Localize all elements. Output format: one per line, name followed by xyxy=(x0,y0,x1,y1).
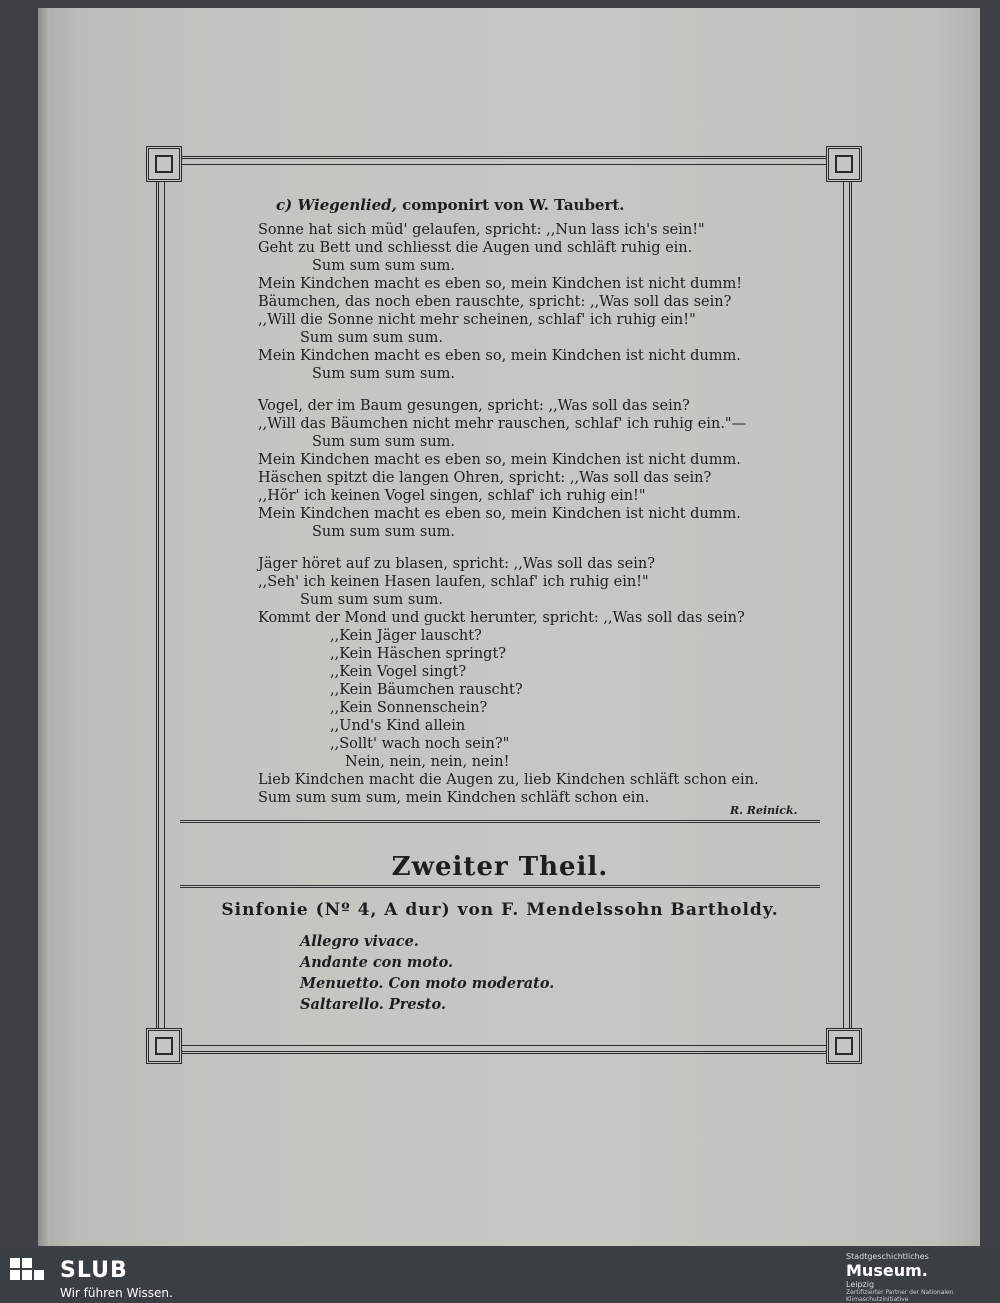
poem-title xyxy=(276,196,625,214)
poem-line: Lieb Kindchen macht die Augen zu, lieb Kindchen schläft schon ein. xyxy=(258,772,759,788)
museum-brand[interactable] xyxy=(846,1252,986,1303)
poem-line: Geht zu Bett und schliesst die Augen und schläft ruhig ein. xyxy=(258,240,693,256)
poem-line: ,,Kein Jäger lauscht? xyxy=(330,628,482,644)
poem-line: Mein Kindchen macht es eben so, mein Kindchen ist nicht dumm. xyxy=(258,452,741,468)
poem-line: ,,Hör' ich keinen Vogel singen, schlaf' ich ruhig ein!" xyxy=(258,488,646,504)
poem-line: ,,Und's Kind allein xyxy=(330,718,466,734)
poem-line: ,,Seh' ich keinen Hasen laufen, schlaf' ich ruhig ein!" xyxy=(258,574,649,590)
sinfonie-title: Sinfonie (Nº 4, A dur) von F. Mendelssohn Bartholdy. xyxy=(221,900,779,920)
museum-name: Museum. xyxy=(846,1261,928,1280)
divider xyxy=(180,885,820,888)
movement: Menuetto. Con moto moderato. xyxy=(300,975,555,992)
divider xyxy=(180,820,820,823)
poem-line: ,,Kein Häschen springt? xyxy=(330,646,507,662)
poem-line: ,,Sollt' wach noch sein?" xyxy=(330,736,510,752)
poem-line: Mein Kindchen macht es eben so, mein Kindchen ist nicht dumm. xyxy=(258,348,741,364)
poem-line: ,,Kein Sonnenschein? xyxy=(330,700,488,716)
poem-author: R. Reinick. xyxy=(730,804,798,817)
poem-line: ,,Will das Bäumchen nicht mehr rauschen, schlaf' ich ruhig ein."— xyxy=(258,416,747,432)
movement: Allegro vivace. xyxy=(300,933,419,950)
slub-tagline: Wir führen Wissen. xyxy=(60,1286,173,1300)
museum-top-text: Stadtgeschichtliches xyxy=(846,1252,929,1261)
museum-note: Zertifizierter Partner der Nationalen Klimaschutzinitiative xyxy=(846,1289,954,1303)
slub-logo-icon xyxy=(8,1256,48,1290)
movement: Saltarello. Presto. xyxy=(300,996,446,1013)
poem-line: Nein, nein, nein, nein! xyxy=(345,754,510,770)
poem-line: Mein Kindchen macht es eben so, mein Kindchen ist nicht dumm! xyxy=(258,276,743,292)
poem-line: Kommt der Mond und guckt herunter, spricht: ,,Was soll das sein? xyxy=(258,610,745,626)
poem-line: Vogel, der im Baum gesungen, spricht: ,,Was soll das sein? xyxy=(258,398,690,414)
poem-line: Häschen spitzt die langen Ohren, spricht: ,,Was soll das sein? xyxy=(258,470,712,486)
slub-name: SLUB xyxy=(60,1258,128,1283)
poem-line: Sum sum sum sum. xyxy=(300,592,444,608)
poem-line: Mein Kindchen macht es eben so, mein Kindchen ist nicht dumm. xyxy=(258,506,741,522)
footer-bar xyxy=(0,1248,1000,1303)
poem-line: Sonne hat sich müd' gelaufen, spricht: ,,Nun lass ich's sein!" xyxy=(258,222,705,238)
section-heading: Zweiter Theil. xyxy=(391,852,609,882)
poem-line: Bäumchen, das noch eben rauschte, spricht: ,,Was soll das sein? xyxy=(258,294,732,310)
poem-line: Sum sum sum sum. xyxy=(312,258,456,274)
poem-line: Sum sum sum sum, mein Kindchen schläft schon ein. xyxy=(258,790,650,806)
poem-line: Jäger höret auf zu blasen, spricht: ,,Was soll das sein? xyxy=(258,556,656,572)
museum-city: Leipzig xyxy=(846,1280,875,1289)
poem-line: ,,Kein Bäumchen rauscht? xyxy=(330,682,523,698)
poem-title-name: Wiegenlied, xyxy=(297,196,397,214)
poem-line: ,,Kein Vogel singt? xyxy=(330,664,467,680)
poem-title-suffix: componirt von W. Taubert. xyxy=(402,196,625,214)
poem-line: ,,Will die Sonne nicht mehr scheinen, schlaf' ich ruhig ein!" xyxy=(258,312,696,328)
poem-line: Sum sum sum sum. xyxy=(312,524,456,540)
poem-title-prefix: c) xyxy=(276,196,293,214)
poem-line: Sum sum sum sum. xyxy=(312,434,456,450)
poem-line: Sum sum sum sum. xyxy=(312,366,456,382)
movement: Andante con moto. xyxy=(300,954,454,971)
poem-line: Sum sum sum sum. xyxy=(300,330,444,346)
